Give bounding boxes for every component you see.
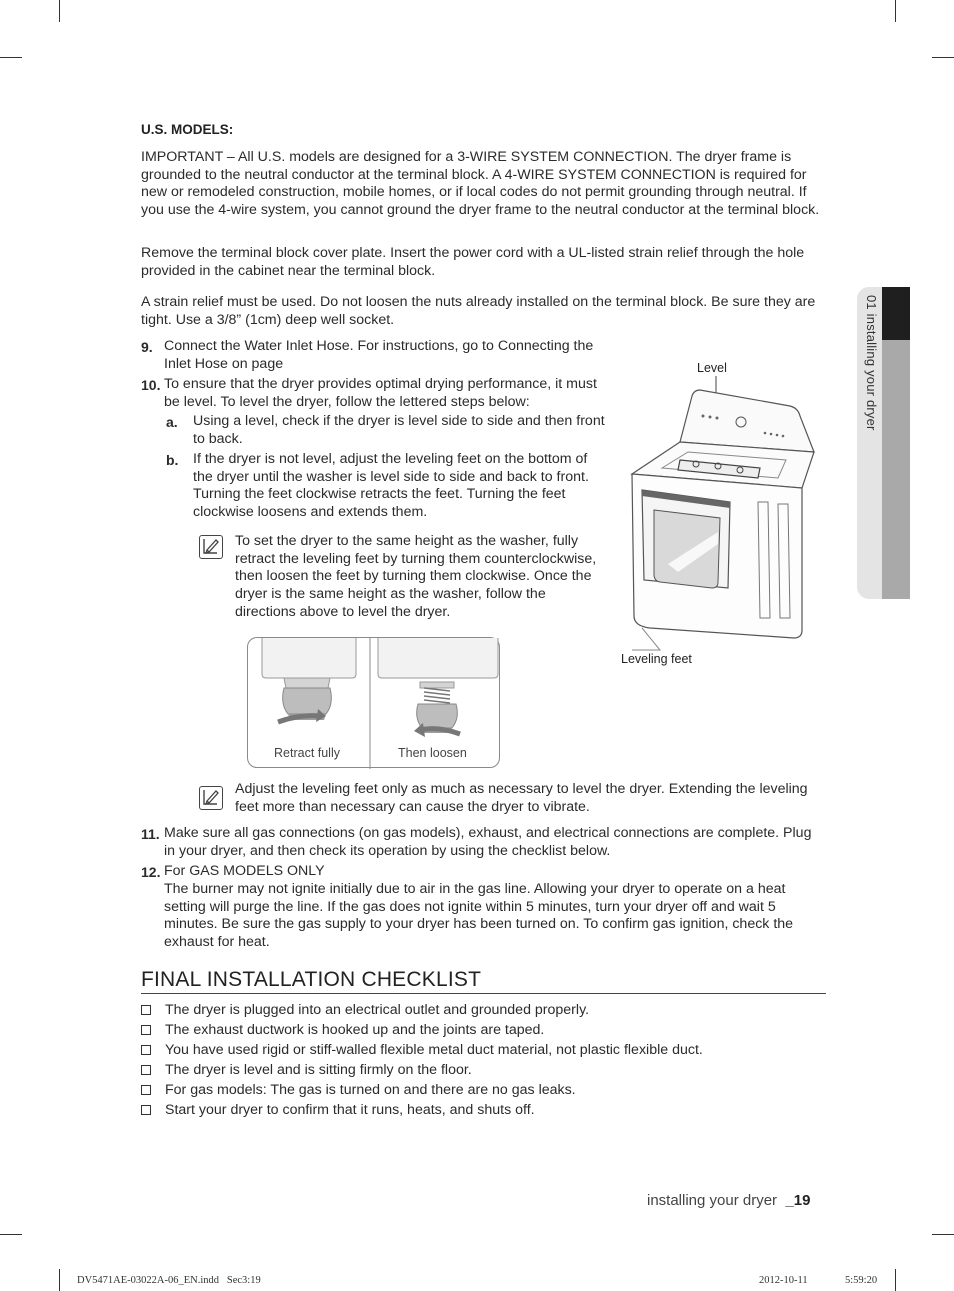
crop-mark <box>59 1269 60 1291</box>
section-heading: U.S. MODELS: <box>141 122 234 137</box>
label-leveling-feet: Leveling feet <box>621 652 692 666</box>
crop-mark <box>0 1234 22 1235</box>
chapter-tab-band <box>882 340 910 599</box>
chapter-tab-label: 01 installing your dryer <box>864 295 879 431</box>
page-footer <box>647 1192 810 1209</box>
checkbox-icon[interactable] <box>141 1065 151 1075</box>
checkbox-icon[interactable] <box>141 1045 151 1055</box>
note-icon <box>199 535 223 559</box>
step-number: 10. <box>141 377 161 393</box>
paragraph-strain-relief: A strain relief must be used. Do not loosen the nuts already installed on the terminal block. Be sure they are tight. Use a 3/8” (1cm) deep well socket. <box>141 294 816 328</box>
checkbox-icon[interactable] <box>141 1005 151 1015</box>
substep-letter: b. <box>166 452 179 468</box>
step-text: Connect the Water Inlet Hose. For instructions, go to Connecting the Inlet Hose on page <box>164 338 594 372</box>
checklist-item: The exhaust ductwork is hooked up and the joints are taped. <box>141 1021 544 1039</box>
feet-caption-right: Then loosen <box>398 746 467 760</box>
checkbox-icon[interactable] <box>141 1085 151 1095</box>
feet-caption-left: Retract fully <box>274 746 340 760</box>
substep-text: If the dryer is not level, adjust the leveling feet on the bottom of the dryer until the washer is level side to side and back to front. Turning the feet clockwise retracts the feet. Turning the feet clockwise loosens and extends them. <box>193 451 589 521</box>
checklist-item: For gas models: The gas is turned on and there are no gas leaks. <box>141 1081 576 1099</box>
slug-date: 2012-10-11 <box>759 1275 808 1286</box>
crop-mark <box>895 0 896 22</box>
checkbox-icon[interactable] <box>141 1105 151 1115</box>
paragraph-important: IMPORTANT – All U.S. models are designed for a 3-WIRE SYSTEM CONNECTION. The dryer frame is grounded to the neutral conductor at the terminal block. A 4-WIRE SYSTEM CONNECTION is required for new or remodeled construction, mobile homes, or if local codes do not permit grounding through neutral. If you use the 4-wire system, you cannot ground the dryer frame to the neutral conductor at the terminal block. <box>141 149 820 219</box>
slug-time: 5:59:20 <box>845 1275 878 1286</box>
step-number: 11. <box>141 826 160 842</box>
checklist-item: You have used rigid or stiff-walled flexible metal duct material, not plastic flexible duct. <box>141 1041 703 1059</box>
checklist-item: The dryer is level and is sitting firmly on the floor. <box>141 1061 472 1079</box>
checklist-divider <box>141 993 826 994</box>
slug-file: DV5471AE-03022A-06_EN.indd Sec3:19 <box>77 1275 261 1286</box>
step-number: 12. <box>141 864 161 880</box>
checklist-title: FINAL INSTALLATION CHECKLIST <box>141 968 482 991</box>
footer-label: installing your dryer <box>647 1192 778 1209</box>
step-text: Make sure all gas connections (on gas models), exhaust, and electrical connections are complete. Plug in your dryer, and then check its operation by using the checklist below. <box>164 825 812 859</box>
step-text: To ensure that the dryer provides optimal drying performance, it must be level. To level the dryer, follow the lettered steps below: <box>164 376 597 410</box>
step-number: 9. <box>141 339 153 355</box>
step-detail: The burner may not ignite initially due to air in the gas line. Allowing your dryer to operate on a heat setting will purge the line. If the gas does not ignite within 5 minutes, turn your dryer off and wait 5 minutes. Be sure the gas supply to your dryer has been turned on. To confirm gas ignition, check the exhaust for heat. <box>164 881 794 951</box>
dryer-illustration <box>620 360 830 666</box>
crop-mark <box>932 1234 954 1235</box>
leveling-feet-figure <box>247 637 500 768</box>
crop-mark <box>932 57 954 58</box>
note-icon <box>199 786 223 810</box>
step-text: For GAS MODELS ONLY <box>164 863 325 879</box>
crop-mark <box>895 1269 896 1291</box>
checkbox-icon[interactable] <box>141 1025 151 1035</box>
note-text: To set the dryer to the same height as the washer, fully retract the leveling feet by turning them counterclockwise, then loosen the feet by turning them clockwise. Once the dryer is the same height as the washer, follow the directions above to level the dryer. <box>235 533 597 620</box>
checklist-item: Start your dryer to confirm that it runs, heats, and shuts off. <box>141 1101 535 1119</box>
crop-mark <box>59 0 60 22</box>
page-number: _19 <box>785 1192 811 1209</box>
label-level: Level <box>697 361 727 375</box>
chapter-tab-marker <box>882 287 910 340</box>
note-text: Adjust the leveling feet only as much as necessary to level the dryer. Extending the leveling feet more than necessary can cause the dryer to vibrate. <box>235 781 808 815</box>
crop-mark <box>0 57 22 58</box>
checklist-item: The dryer is plugged into an electrical outlet and grounded properly. <box>141 1001 589 1019</box>
substep-text: Using a level, check if the dryer is level side to side and then front to back. <box>193 413 605 447</box>
substep-letter: a. <box>166 414 178 430</box>
paragraph-terminal-block: Remove the terminal block cover plate. Insert the power cord with a UL-listed strain relief through the hole provided in the cabinet near the terminal block. <box>141 245 805 279</box>
